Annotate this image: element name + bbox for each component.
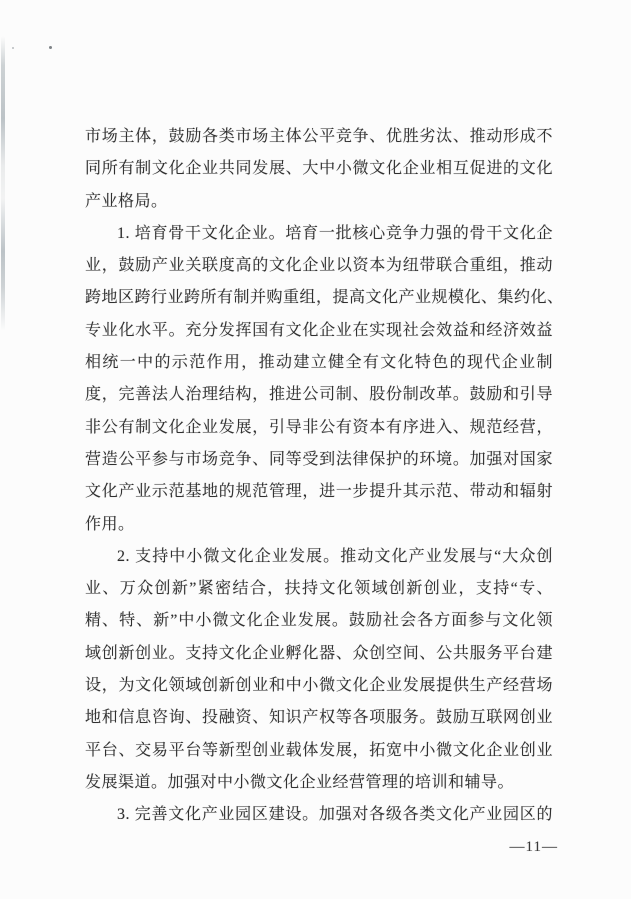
text-line-item-1: 1. 培育骨干文化企业。培育一批核心竞争力强的骨干文化企 bbox=[117, 224, 553, 242]
text-line: 文化产业示范基地的规范管理，进一步提升其示范、带动和辐射 bbox=[85, 483, 553, 501]
text-line: 产业格局。 bbox=[85, 192, 168, 210]
text-line: 精、特、新”中小微文化企业发展。鼓励社会各方面参与文化领 bbox=[85, 612, 553, 630]
text-line: 域创新创业。支持文化企业孵化器、众创空间、公共服务平台建 bbox=[85, 644, 553, 662]
scan-artifact-speck bbox=[12, 47, 14, 49]
text-line: 市场主体，鼓励各类市场主体公平竞争、优胜劣汰、推动形成不 bbox=[85, 128, 553, 145]
text-line: 度，完善法人治理结构，推进公司制、股份制改革。鼓励和引导 bbox=[85, 386, 553, 404]
document-body bbox=[85, 121, 564, 832]
scan-artifact-speck bbox=[49, 46, 52, 49]
page-number: —11— bbox=[509, 839, 558, 855]
text-line: 跨地区跨行业跨所有制并购重组，提高文化产业规模化、集约化、 bbox=[85, 289, 564, 307]
text-line: 专业化水平。充分发挥国有文化企业在实现社会效益和经济效益 bbox=[85, 321, 553, 339]
text-line: 地和信息咨询、投融资、知识产权等各项服务。鼓励互联网创业 bbox=[85, 709, 553, 727]
text-line: 发展渠道。加强对中小微文化企业经营管理的培训和辅导。 bbox=[85, 773, 515, 791]
text-line: 相统一中的示范作用，推动建立健全有文化特色的现代企业制 bbox=[85, 354, 553, 372]
text-line: 业、万众创新”紧密结合，扶持文化领域创新创业，支持“专、 bbox=[85, 580, 553, 598]
text-line-item-2: 2. 支持中小微文化企业发展。推动文化产业发展与“大众创 bbox=[117, 547, 553, 565]
text-line: 同所有制文化企业共同发展、大中小微文化企业相互促进的文化 bbox=[85, 160, 553, 178]
text-line: 作用。 bbox=[85, 515, 135, 533]
text-line: 平台、交易平台等新型创业载体发展，拓宽中小微文化企业创业 bbox=[85, 741, 553, 759]
text-line-item-3: 3. 完善文化产业园区建设。加强对各级各类文化产业园区的 bbox=[117, 806, 553, 824]
text-line: 业，鼓励产业关联度高的文化企业以资本为纽带联合重组，推动 bbox=[85, 257, 553, 275]
text-line: 营造公平参与市场竞争、同等受到法律保护的环境。加强对国家 bbox=[85, 450, 553, 468]
scan-artifact-left-edge bbox=[1, 36, 5, 331]
text-line: 设，为文化领域创新创业和中小微文化企业发展提供生产经营场 bbox=[85, 677, 553, 695]
text-line: 非公有制文化企业发展，引导非公有资本有序进入、规范经营， bbox=[85, 418, 553, 436]
